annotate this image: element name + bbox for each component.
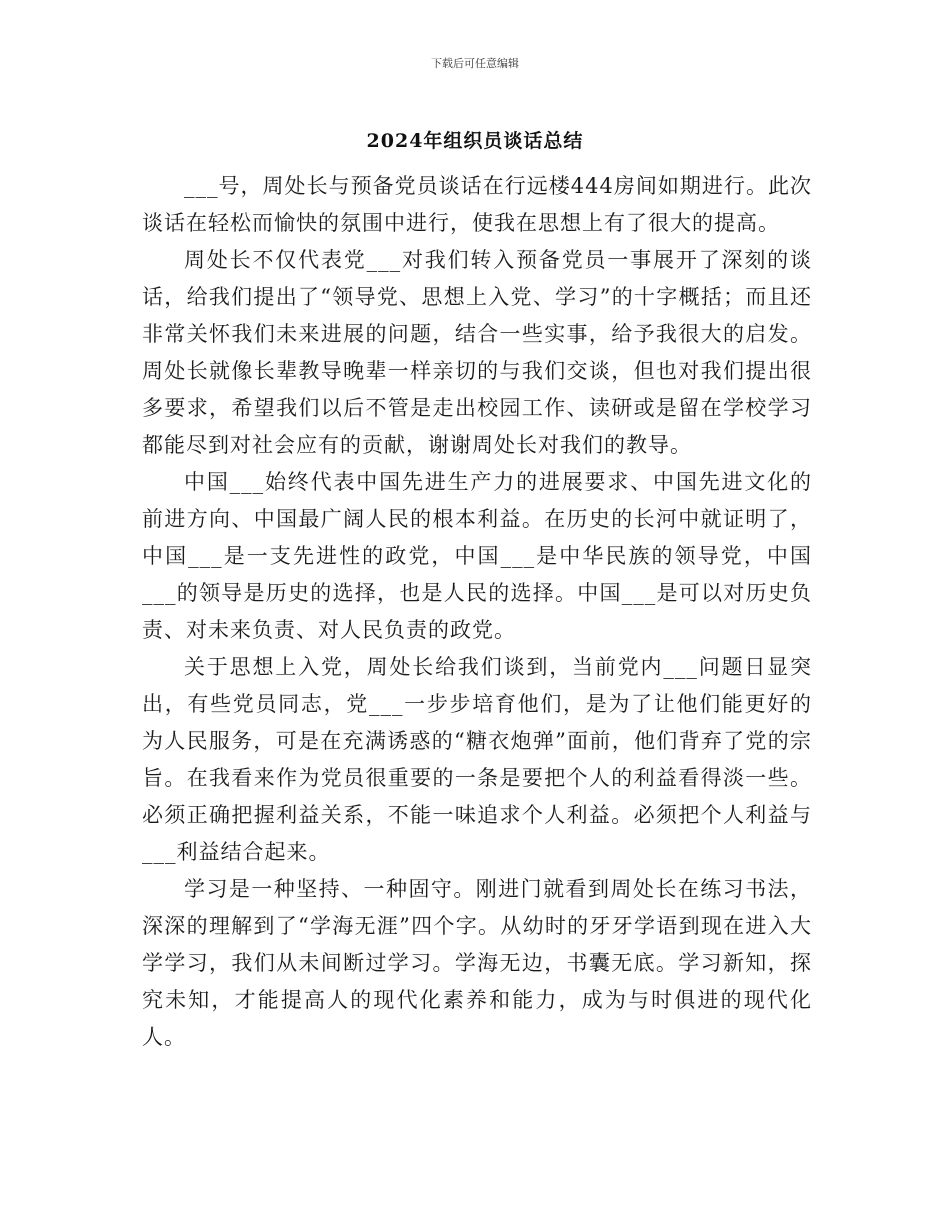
header-note: 下载后可任意编辑 — [431, 57, 519, 70]
paragraph-2: 周处长不仅代表党___对我们转入预备党员一事展开了深刻的谈话，给我们提出了“领导党、思想上入党、学习”的十字概括；而且还非常关怀我们未来进展的问题，结合一些实事，给予我很大的启发。周处长就像长辈教导晚辈一样亲切的与我们交谈，但也对我们提出很多要求，希望我们以后不管是走出校园工作、读研或是留在学校学习都能尽到对社会应有的贡献，谢谢周处长对我们的教导。 — [142, 248, 812, 457]
paragraph-4: 关于思想上入党，周处长给我们谈到，当前党内___问题日显突出，有些党员同志，党___一步步培育他们，是为了让他们能更好的为人民服务，可是在充满诱惑的“糖衣炮弹”面前，他们背弃了党的宗旨。在我看来作为党员很重要的一条是要把个人的利益看得淡一些。必须正确把握利益关系，不能一味追求个人利益。必须把个人利益与___利益结合起来。 — [142, 655, 812, 864]
paragraph-3: 中国___始终代表中国先进生产力的进展要求、中国先进文化的前进方向、中国最广阔人民的根本利益。在历史的长河中就证明了，中国___是一支先进性的政党，中国___是中华民族的领导党，中国___的领导是历史的选择，也是人民的选择。中国___是可以对历史负责、对未来负责、对人民负责的政党。 — [142, 470, 812, 642]
paragraph-5: 学习是一种坚持、一种固守。刚进门就看到周处长在练习书法，深深的理解到了“学海无涯”四个字。从幼时的牙牙学语到现在进入大学学习，我们从未间断过学习。学海无边，书囊无底。学习新知，探究未知，才能提高人的现代化素养和能力，成为与时俱进的现代化人。 — [142, 877, 812, 1049]
document-title: 2024年组织员谈话总结 — [366, 130, 584, 152]
paragraph-1: ___号，周处长与预备党员谈话在行远楼444房间如期进行。此次谈话在轻松而愉快的氛围中进行，使我在思想上有了很大的提高。 — [142, 174, 812, 235]
document-body — [142, 168, 812, 1056]
